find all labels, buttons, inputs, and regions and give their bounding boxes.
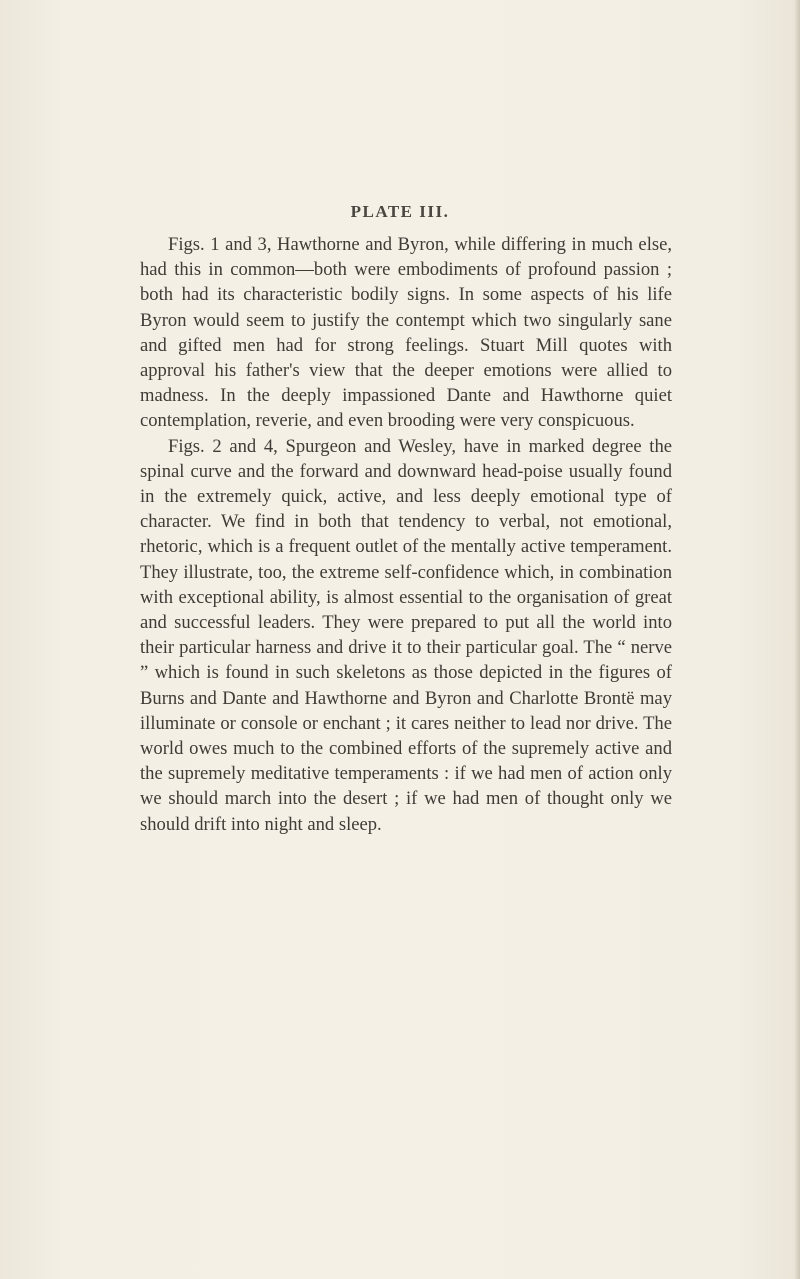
paragraph-figs-2-4: Figs. 2 and 4, Spurgeon and Wesley, have in marked degree the spinal curve and the forward and downward head-poise usually found in the extremely quick, active, and less deeply emotional type of character. We find in both that tendency to verbal, not emotional, rhetoric, which is a frequent outlet of the mentally active temperament. They illustrate, too, the extreme self-confidence which, in combination with exceptional ability, is almost essential to the organisation of great and successful leaders. They were prepared to put all the world into their particular harness and drive it to their particular goal. The “ nerve ” which is found in such skeletons as those depicted in the figures of Burns and Dante and Hawthorne and Byron and Charlotte Brontë may illuminate or console or enchant ; it cares neither to lead nor drive. The world owes much to the combined efforts of the supremely active and the supremely meditative temperaments : if we had men of action only we should march into the desert ; if we had men of thought only we should drift into night and sleep. <box>140 435 672 835</box>
paragraph-figs-1-3: Figs. 1 and 3, Hawthorne and Byron, while differing in much else, had this in common—both were embodiments of profound passion ; both had its characteristic bodily signs. In some aspects of his life Byron would seem to justify the contempt which two singularly sane and gifted men had for strong feelings. Stuart Mill quotes with approval his father's view that the deeper emotions were allied to madness. In the deeply impassioned Dante and Hawthorne quiet contemplation, reverie, and even brooding were very conspicuous. <box>140 234 672 432</box>
page-edge-shadow <box>794 0 800 1279</box>
body-text <box>140 232 672 837</box>
plate-title: PLATE III. <box>350 202 450 221</box>
